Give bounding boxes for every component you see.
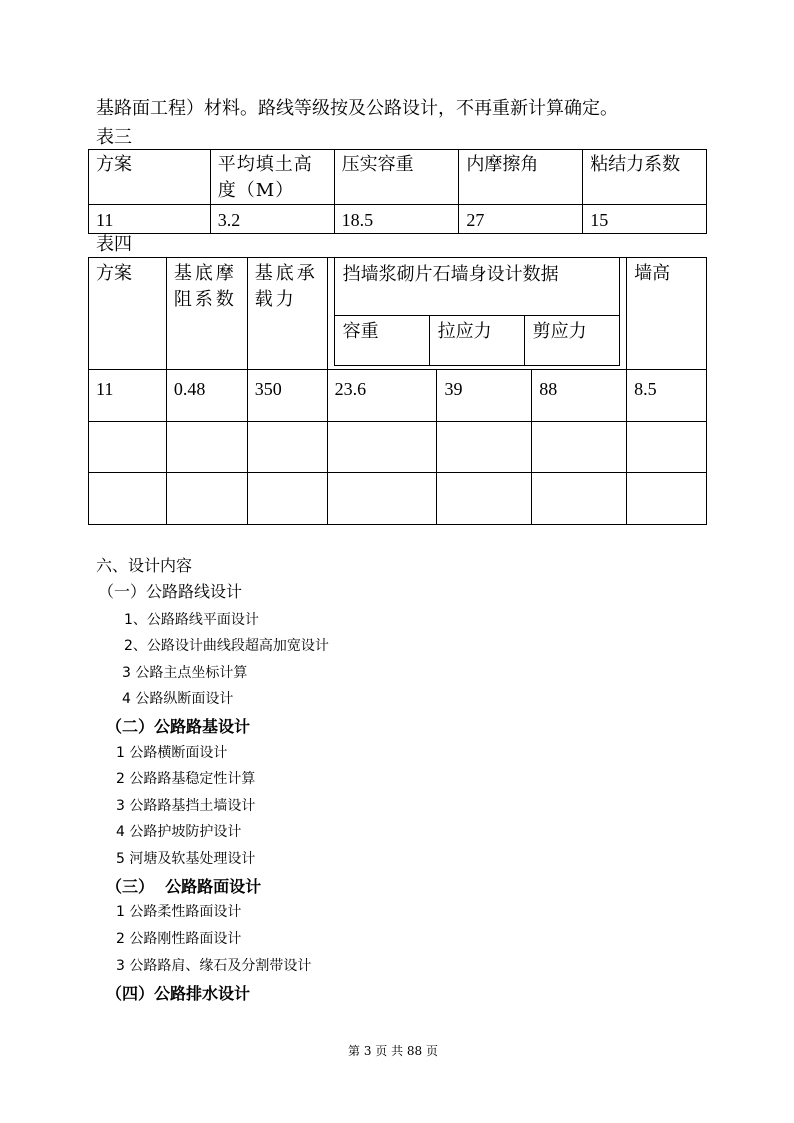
table4-empty-cell (89, 473, 167, 525)
table4-empty-cell (247, 422, 327, 473)
table4-empty-cell (89, 422, 167, 473)
list-item: 3 公路路基挡土墙设计 (116, 798, 256, 814)
table4-empty-cell (437, 473, 532, 525)
table3-caption: 表三 (96, 127, 132, 148)
table4-empty-cell (166, 422, 247, 473)
section-heading: （一）公路路线设计 (98, 582, 243, 601)
table4-empty-cell (166, 473, 247, 525)
table3 (88, 149, 707, 234)
table-row (89, 370, 707, 422)
list-item: 1、公路路线平面设计 (124, 612, 259, 628)
table4-header-unit-weight: 容重 (335, 316, 430, 365)
table-row (89, 205, 707, 234)
table4-empty-cell (437, 422, 532, 473)
table4-header-row (89, 258, 707, 370)
table3-header-cell: 粘结力系数 (583, 150, 707, 205)
table3-header-cell: 压实容重 (334, 150, 459, 205)
section-title: 六、设计内容 (96, 556, 193, 575)
section-heading: （三） 公路路面设计 (106, 877, 262, 896)
table-row (89, 473, 707, 525)
list-item: 1 公路横断面设计 (116, 745, 228, 761)
table4-cell: 23.6 (327, 370, 437, 422)
table4-cell: 350 (247, 370, 327, 422)
table3-header-row (89, 150, 707, 205)
table3-cell: 15 (583, 205, 707, 234)
table4-cell: 39 (437, 370, 532, 422)
table4-cell: 88 (532, 370, 627, 422)
table3-cell: 18.5 (334, 205, 459, 234)
table3-header-cell: 方案 (89, 150, 211, 205)
table4-empty-cell (532, 473, 627, 525)
table4-cell: 0.48 (166, 370, 247, 422)
table3-cell: 11 (89, 205, 211, 234)
section-heading: （二）公路路基设计 (106, 717, 251, 736)
table4-empty-cell (327, 473, 437, 525)
table4-header-scheme: 方案 (89, 258, 167, 370)
table3-header-cell: 内摩擦角 (459, 150, 583, 205)
list-item: 2 公路路基稳定性计算 (116, 771, 256, 787)
table4-header-shear: 剪应力 (532, 321, 587, 342)
list-item: 4 公路护坡防护设计 (116, 824, 242, 840)
intro-paragraph: 基路面工程）材料。路线等级按及公路设计，不再重新计算确定。 (96, 98, 618, 119)
page-number-footer: 第 3 页 共 88 页 (348, 1044, 438, 1058)
section-heading: （四）公路排水设计 (106, 984, 251, 1003)
table4-group-header: 挡墙浆砌片石墙身设计数据 (334, 258, 620, 316)
table3-cell: 27 (459, 205, 583, 234)
list-item: 2 公路刚性路面设计 (116, 931, 242, 947)
table4-caption: 表四 (96, 234, 132, 255)
table4-header-wall-height: 墙高 (627, 258, 707, 370)
list-item: 3 公路主点坐标计算 (122, 665, 248, 681)
table3-cell: 3.2 (210, 205, 334, 234)
list-item: 3 公路路肩、缘石及分割带设计 (116, 958, 312, 974)
table4-header-bearing: 基底承载力 (247, 258, 327, 370)
table4-cell: 11 (89, 370, 167, 422)
table4-empty-cell (327, 422, 437, 473)
table3-header-cell: 平均填土高度（M） (210, 150, 334, 205)
table4-header-tensile: 拉应力 (430, 316, 525, 365)
table4-header-group-cell (327, 258, 626, 370)
table-row (89, 422, 707, 473)
table4-empty-cell (627, 473, 707, 525)
list-item: 2、公路设计曲线段超高加宽设计 (124, 638, 329, 654)
list-item: 5 河塘及软基处理设计 (116, 851, 256, 867)
list-item: 4 公路纵断面设计 (122, 691, 234, 707)
table4-empty-cell (532, 422, 627, 473)
table4-empty-cell (247, 473, 327, 525)
table4-header-friction: 基底摩阻系数 (166, 258, 247, 370)
table4-cell: 8.5 (627, 370, 707, 422)
list-item: 1 公路柔性路面设计 (116, 904, 242, 920)
table4-empty-cell (627, 422, 707, 473)
table4-subheader-row (334, 316, 620, 366)
table4 (88, 257, 707, 525)
